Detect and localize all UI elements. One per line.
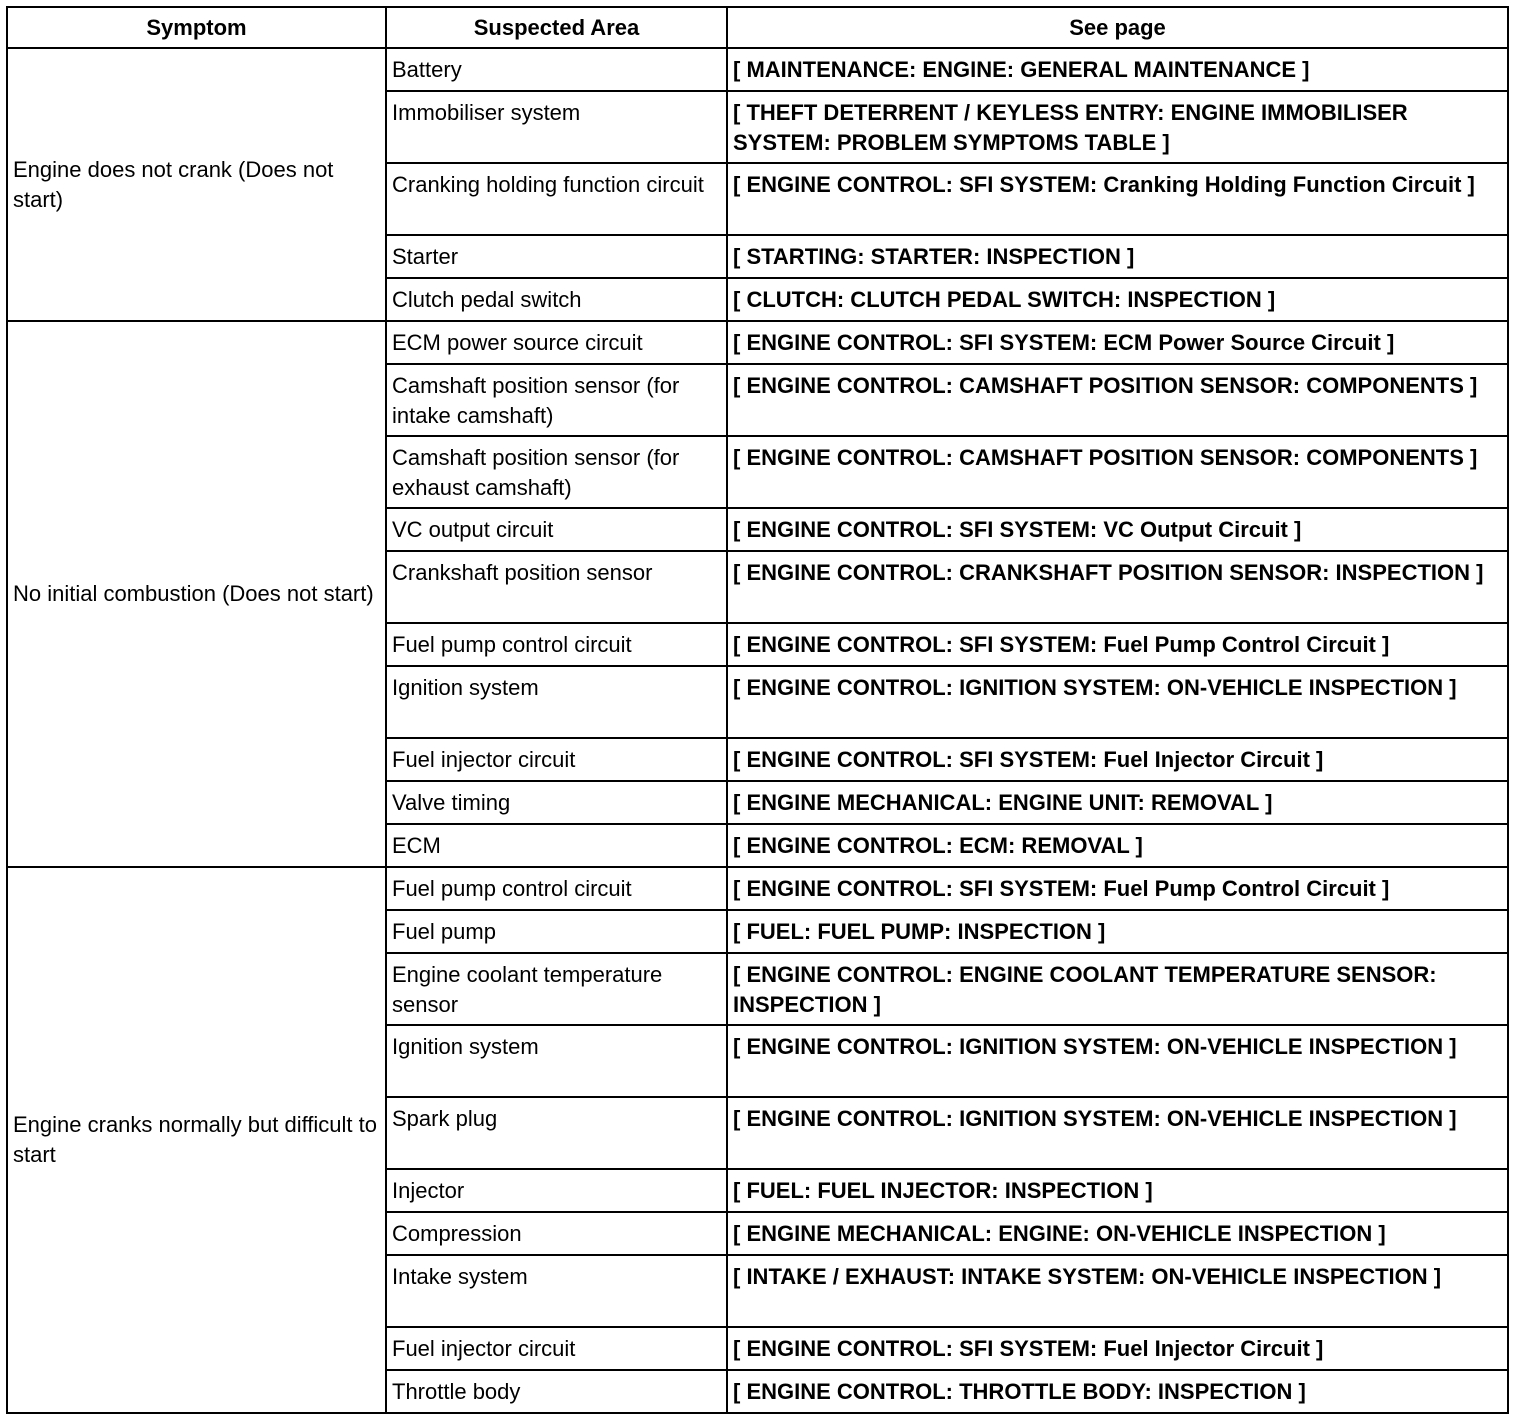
see-page-reference[interactable]: [ ENGINE CONTROL: IGNITION SYSTEM: ON-VEHICLE INSPECTION ] <box>727 1025 1508 1097</box>
suspected-area-cell: ECM <box>386 824 727 867</box>
suspected-area-cell: Fuel injector circuit <box>386 1327 727 1370</box>
see-page-reference[interactable]: [ ENGINE CONTROL: SFI SYSTEM: Fuel Injector Circuit ] <box>727 738 1508 781</box>
suspected-area-cell: Injector <box>386 1169 727 1212</box>
table-row <box>7 48 1508 91</box>
see-page-reference[interactable]: [ ENGINE CONTROL: CAMSHAFT POSITION SENSOR: COMPONENTS ] <box>727 364 1508 436</box>
symptom-cell: No initial combustion (Does not start) <box>7 321 386 867</box>
suspected-area-cell: Throttle body <box>386 1370 727 1413</box>
header-suspected-area: Suspected Area <box>386 7 727 48</box>
suspected-area-cell: Intake system <box>386 1255 727 1327</box>
see-page-reference[interactable]: [ MAINTENANCE: ENGINE: GENERAL MAINTENANCE ] <box>727 48 1508 91</box>
suspected-area-cell: Compression <box>386 1212 727 1255</box>
suspected-area-cell: Spark plug <box>386 1097 727 1169</box>
table-row <box>7 321 1508 364</box>
see-page-reference[interactable]: [ ENGINE MECHANICAL: ENGINE: ON-VEHICLE INSPECTION ] <box>727 1212 1508 1255</box>
suspected-area-cell: Ignition system <box>386 1025 727 1097</box>
suspected-area-cell: Engine coolant temperature sensor <box>386 953 727 1025</box>
symptom-cell: Engine does not crank (Does not start) <box>7 48 386 321</box>
suspected-area-cell: Cranking holding function circuit <box>386 163 727 235</box>
problem-symptoms-table <box>6 6 1509 1414</box>
see-page-reference[interactable]: [ ENGINE CONTROL: IGNITION SYSTEM: ON-VEHICLE INSPECTION ] <box>727 1097 1508 1169</box>
suspected-area-cell: Ignition system <box>386 666 727 738</box>
suspected-area-cell: Crankshaft position sensor <box>386 551 727 623</box>
suspected-area-cell: VC output circuit <box>386 508 727 551</box>
suspected-area-cell: Fuel pump <box>386 910 727 953</box>
see-page-reference[interactable]: [ ENGINE CONTROL: IGNITION SYSTEM: ON-VEHICLE INSPECTION ] <box>727 666 1508 738</box>
see-page-reference[interactable]: [ ENGINE CONTROL: ENGINE COOLANT TEMPERATURE SENSOR: INSPECTION ] <box>727 953 1508 1025</box>
see-page-reference[interactable]: [ ENGINE CONTROL: SFI SYSTEM: Fuel Pump Control Circuit ] <box>727 867 1508 910</box>
see-page-reference[interactable]: [ ENGINE CONTROL: CAMSHAFT POSITION SENSOR: COMPONENTS ] <box>727 436 1508 508</box>
suspected-area-cell: Starter <box>386 235 727 278</box>
suspected-area-cell: Camshaft position sensor (for intake camshaft) <box>386 364 727 436</box>
see-page-reference[interactable]: [ ENGINE CONTROL: CRANKSHAFT POSITION SENSOR: INSPECTION ] <box>727 551 1508 623</box>
see-page-reference[interactable]: [ ENGINE CONTROL: SFI SYSTEM: Cranking Holding Function Circuit ] <box>727 163 1508 235</box>
suspected-area-cell: Fuel injector circuit <box>386 738 727 781</box>
see-page-reference[interactable]: [ FUEL: FUEL INJECTOR: INSPECTION ] <box>727 1169 1508 1212</box>
header-row <box>7 7 1508 48</box>
see-page-reference[interactable]: [ ENGINE CONTROL: SFI SYSTEM: VC Output Circuit ] <box>727 508 1508 551</box>
table-row <box>7 867 1508 910</box>
suspected-area-cell: Fuel pump control circuit <box>386 867 727 910</box>
suspected-area-cell: Clutch pedal switch <box>386 278 727 321</box>
suspected-area-cell: Camshaft position sensor (for exhaust camshaft) <box>386 436 727 508</box>
see-page-reference[interactable]: [ ENGINE CONTROL: ECM: REMOVAL ] <box>727 824 1508 867</box>
symptom-cell: Engine cranks normally but difficult to start <box>7 867 386 1413</box>
suspected-area-cell: Valve timing <box>386 781 727 824</box>
suspected-area-cell: ECM power source circuit <box>386 321 727 364</box>
suspected-area-cell: Immobiliser system <box>386 91 727 163</box>
see-page-reference[interactable]: [ INTAKE / EXHAUST: INTAKE SYSTEM: ON-VEHICLE INSPECTION ] <box>727 1255 1508 1327</box>
see-page-reference[interactable]: [ ENGINE MECHANICAL: ENGINE UNIT: REMOVAL ] <box>727 781 1508 824</box>
see-page-reference[interactable]: [ FUEL: FUEL PUMP: INSPECTION ] <box>727 910 1508 953</box>
suspected-area-cell: Fuel pump control circuit <box>386 623 727 666</box>
see-page-reference[interactable]: [ THEFT DETERRENT / KEYLESS ENTRY: ENGINE IMMOBILISER SYSTEM: PROBLEM SYMPTOMS TABLE ] <box>727 91 1508 163</box>
see-page-reference[interactable]: [ ENGINE CONTROL: SFI SYSTEM: ECM Power Source Circuit ] <box>727 321 1508 364</box>
header-see-page: See page <box>727 7 1508 48</box>
see-page-reference[interactable]: [ ENGINE CONTROL: SFI SYSTEM: Fuel Pump Control Circuit ] <box>727 623 1508 666</box>
header-symptom: Symptom <box>7 7 386 48</box>
see-page-reference[interactable]: [ ENGINE CONTROL: SFI SYSTEM: Fuel Injector Circuit ] <box>727 1327 1508 1370</box>
see-page-reference[interactable]: [ CLUTCH: CLUTCH PEDAL SWITCH: INSPECTION ] <box>727 278 1508 321</box>
suspected-area-cell: Battery <box>386 48 727 91</box>
see-page-reference[interactable]: [ STARTING: STARTER: INSPECTION ] <box>727 235 1508 278</box>
see-page-reference[interactable]: [ ENGINE CONTROL: THROTTLE BODY: INSPECTION ] <box>727 1370 1508 1413</box>
